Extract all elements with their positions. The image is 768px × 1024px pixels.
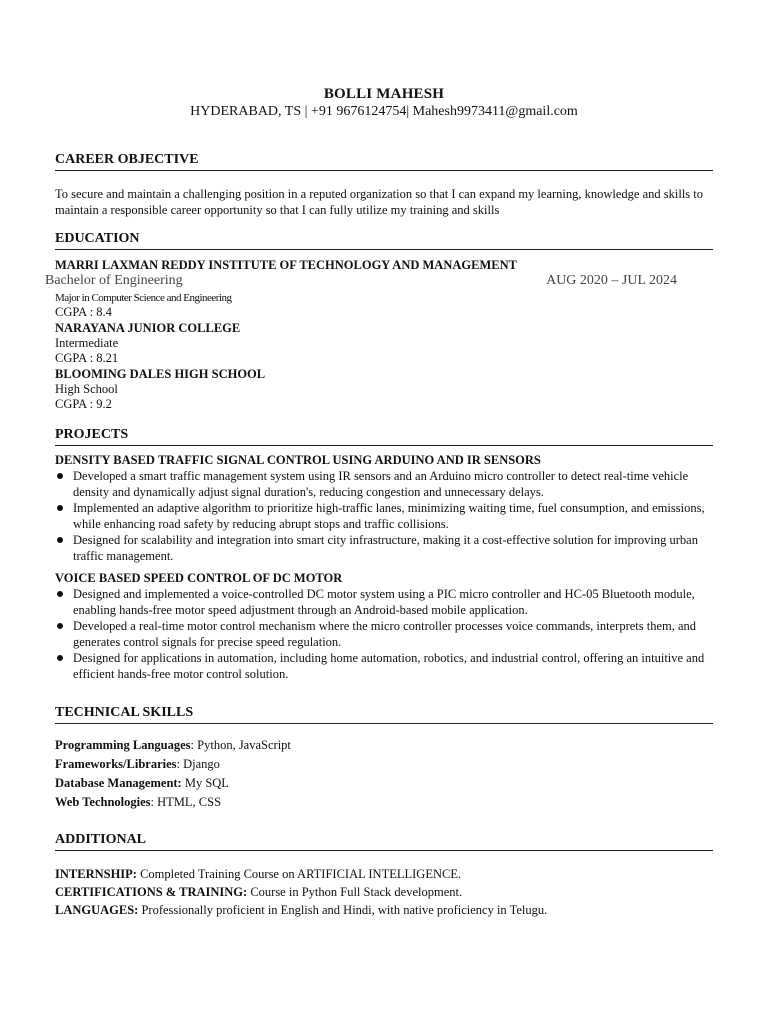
projects-section [55, 426, 713, 682]
project-title: DENSITY BASED TRAFFIC SIGNAL CONTROL USING ARDUINO AND IR SENSORS [55, 453, 541, 467]
cgpa: CGPA : 8.21 [55, 351, 119, 365]
bullet-icon [57, 537, 63, 543]
section-title: CAREER OBJECTIVE [55, 151, 713, 171]
section-title: TECHNICAL SKILLS [55, 704, 713, 724]
skill-row: Web Technologies: HTML, CSS [55, 795, 222, 809]
additional-row: LANGUAGES: Professionally proficient in English and Hindi, with native proficiency in Telugu. [55, 903, 548, 917]
degree: High School [55, 382, 118, 396]
institution-name: MARRI LAXMAN REDDY INSTITUTE OF TECHNOLOGY AND MANAGEMENT [55, 258, 517, 272]
degree: Intermediate [55, 336, 119, 350]
bullet-icon [57, 505, 63, 511]
list-item: Developed a smart traffic management system using IR sensors and an Arduino micro controller to detect real-time vehicle density and dynamically adjust signal duration's, reducing congestion and unnecessary delays. [55, 468, 713, 500]
education-section [45, 230, 713, 412]
list-item: Developed a real-time motor control mechanism where the micro controller processes voice commands, interprets them, and generates control signals for precise speed regulation. [55, 618, 713, 650]
education-dates: AUG 2020 – JUL 2024 [546, 273, 677, 288]
additional-section [55, 831, 713, 919]
major: Major in Computer Science and Engineering [55, 292, 232, 304]
bullet-icon [57, 473, 63, 479]
skill-row: Database Management: My SQL [55, 776, 229, 790]
skill-row: Programming Languages: Python, JavaScript [55, 738, 291, 752]
bullet-icon [57, 623, 63, 629]
additional-row: INTERNSHIP: Completed Training Course on ARTIFICIAL INTELLIGENCE. [55, 867, 462, 881]
project-title: VOICE BASED SPEED CONTROL OF DC MOTOR [55, 571, 343, 585]
contact-line: HYDERABAD, TS | +91 9676124754| Mahesh9973411@gmail.com [190, 104, 578, 119]
project-bullets [55, 468, 713, 564]
skill-row: Frameworks/Libraries: Django [55, 757, 220, 771]
list-item: Designed for scalability and integration into smart city infrastructure, making it a cost-effective solution for improving urban traffic management. [55, 532, 713, 564]
career-objective-text: To secure and maintain a challenging position in a reputed organization so that I can expand my learning, knowledge and skills to maintain a responsible career opportunity so that I can fully utilize my training and skills [55, 187, 704, 217]
project-bullets [55, 586, 713, 682]
technical-skills-section [55, 704, 713, 812]
institution-name: NARAYANA JUNIOR COLLEGE [55, 321, 241, 335]
cgpa: CGPA : 8.4 [55, 305, 112, 319]
candidate-name: BOLLI MAHESH [323, 86, 445, 102]
degree: Bachelor of Engineering [45, 273, 183, 288]
list-item: Designed for applications in automation, including home automation, robotics, and industrial control, offering an intuitive and efficient hands-free motor control solution. [55, 650, 713, 682]
section-title: ADDITIONAL [55, 831, 713, 851]
section-title: PROJECTS [55, 426, 713, 446]
additional-row: CERTIFICATIONS & TRAINING: Course in Python Full Stack development. [55, 885, 463, 899]
bullet-icon [57, 655, 63, 661]
degree-row [45, 273, 677, 289]
cgpa: CGPA : 9.2 [55, 397, 112, 411]
bullet-icon [57, 591, 63, 597]
list-item: Implemented an adaptive algorithm to prioritize high-traffic lanes, minimizing waiting time, fuel consumption, and emissions, while enhancing road safety by reducing abrupt stops and traffic collisions. [55, 500, 713, 532]
career-objective-section [55, 151, 713, 218]
section-title: EDUCATION [55, 230, 713, 250]
list-item: Designed and implemented a voice-controlled DC motor system using a PIC micro controller and HC-05 Bluetooth module, enabling hands-free motor speed adjustment through an Android-based mobile application. [55, 586, 713, 618]
institution-name: BLOOMING DALES HIGH SCHOOL [55, 367, 266, 381]
